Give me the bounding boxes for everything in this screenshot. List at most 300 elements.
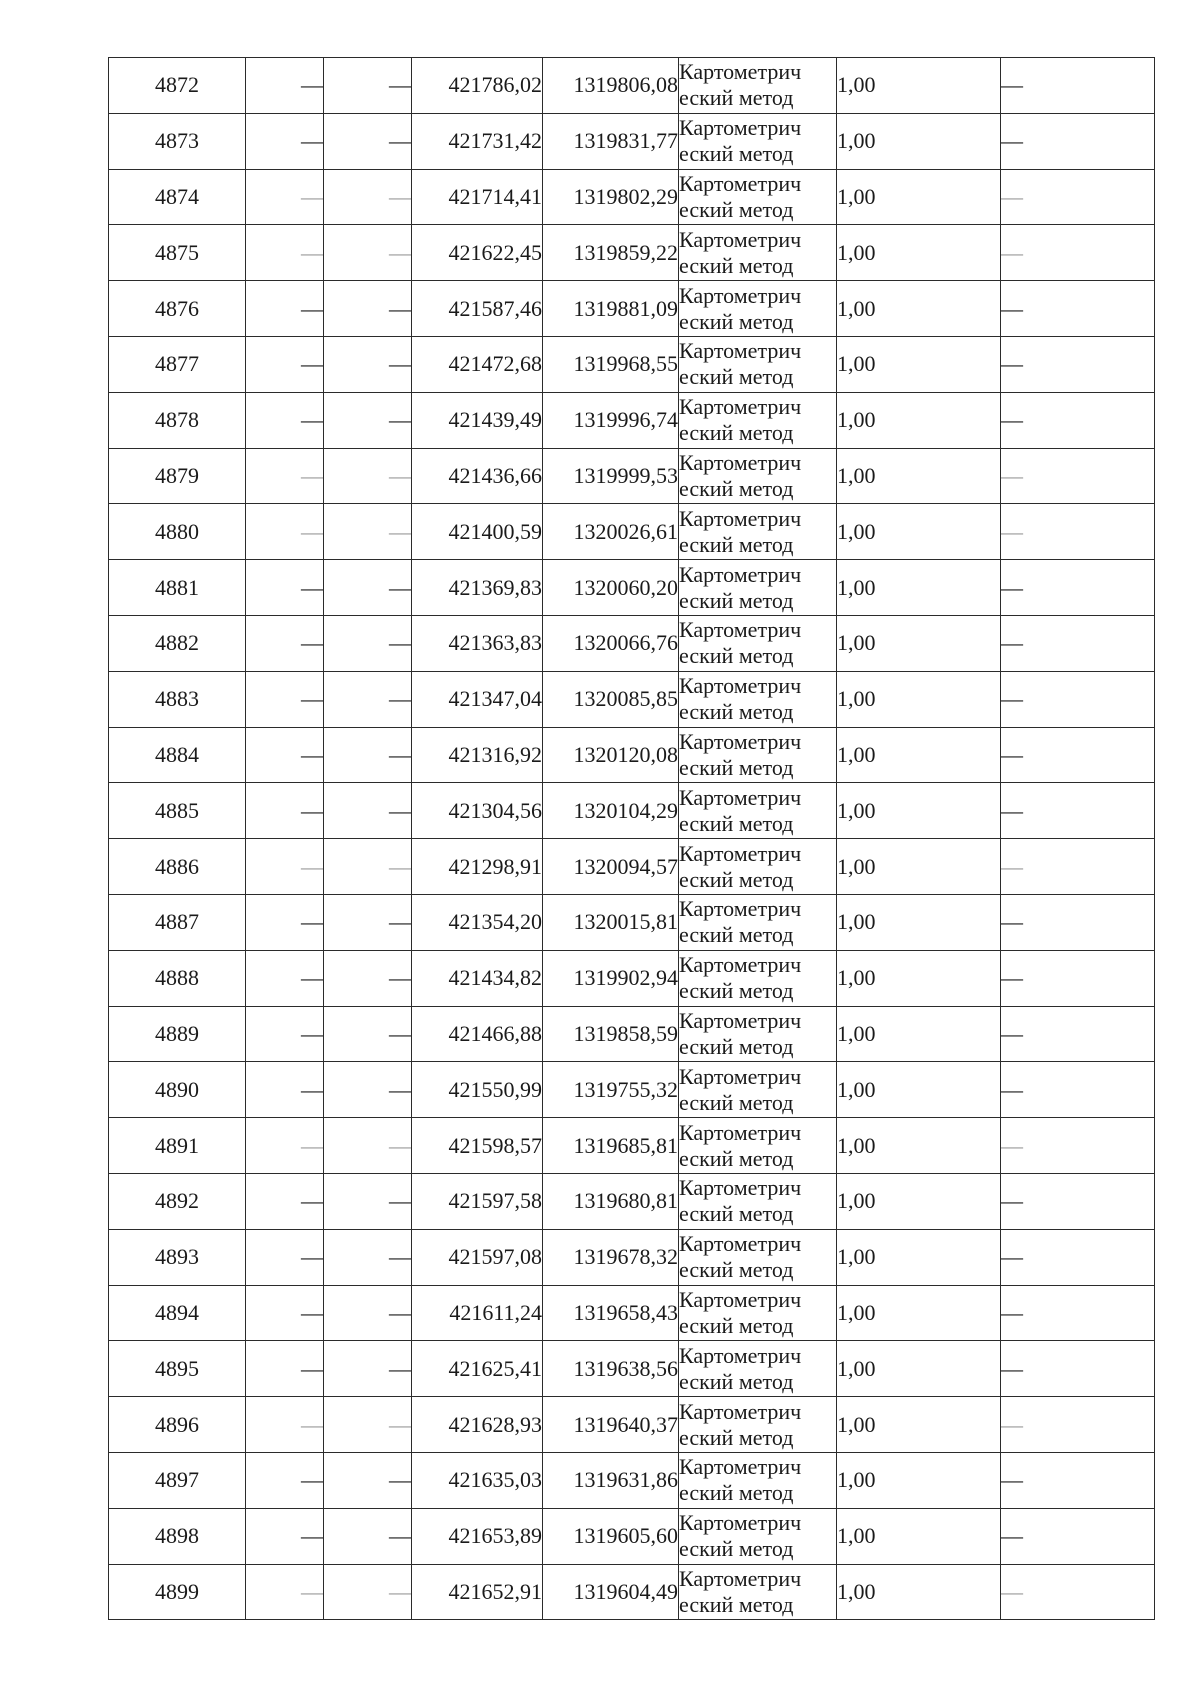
- accuracy-cell: 1,00: [837, 1229, 1001, 1285]
- empty-value-cell: —: [246, 839, 324, 895]
- empty-value-cell: —: [246, 894, 324, 950]
- accuracy-cell: 1,00: [837, 169, 1001, 225]
- description-cell: —: [1001, 1006, 1155, 1062]
- description-cell: —: [1001, 169, 1155, 225]
- method-cell: [679, 113, 837, 169]
- y-coordinate-cell: 1319604,49: [543, 1564, 679, 1620]
- table-row: [109, 448, 1155, 504]
- method-text-line2: еский метод: [679, 1368, 794, 1394]
- y-coordinate-cell: 1320085,85: [543, 671, 679, 727]
- description-cell: —: [1001, 448, 1155, 504]
- method-text-line1: Картометрич: [679, 1119, 802, 1145]
- y-coordinate-cell: 1319658,43: [543, 1285, 679, 1341]
- empty-value-cell: —: [246, 58, 324, 114]
- description-cell: —: [1001, 1452, 1155, 1508]
- method-cell: [679, 1062, 837, 1118]
- y-coordinate-cell: 1320094,57: [543, 839, 679, 895]
- y-coordinate-cell: 1319680,81: [543, 1173, 679, 1229]
- empty-value-cell: —: [246, 783, 324, 839]
- point-number-cell: 4873: [109, 113, 246, 169]
- point-number-cell: 4888: [109, 950, 246, 1006]
- description-cell: —: [1001, 225, 1155, 281]
- method-text-line1: Картометрич: [679, 896, 802, 922]
- empty-value-cell: —: [246, 1508, 324, 1564]
- description-cell: —: [1001, 560, 1155, 616]
- point-number-cell: 4898: [109, 1508, 246, 1564]
- accuracy-cell: 1,00: [837, 58, 1001, 114]
- accuracy-cell: 1,00: [837, 1006, 1001, 1062]
- accuracy-cell: 1,00: [837, 1397, 1001, 1453]
- y-coordinate-cell: 1319755,32: [543, 1062, 679, 1118]
- method-text-line1: Картометрич: [679, 59, 802, 85]
- empty-value-cell: —: [324, 560, 412, 616]
- x-coordinate-cell: 421635,03: [412, 1452, 543, 1508]
- empty-value-cell: —: [324, 58, 412, 114]
- description-cell: —: [1001, 1397, 1155, 1453]
- point-number-cell: 4876: [109, 281, 246, 337]
- x-coordinate-cell: 421304,56: [412, 783, 543, 839]
- method-text-line2: еский метод: [679, 866, 794, 892]
- point-number-cell: 4891: [109, 1118, 246, 1174]
- table-row: [109, 225, 1155, 281]
- table-row: [109, 1229, 1155, 1285]
- point-number-cell: 4894: [109, 1285, 246, 1341]
- x-coordinate-cell: 421466,88: [412, 1006, 543, 1062]
- empty-value-cell: —: [324, 615, 412, 671]
- method-text-line2: еский метод: [679, 141, 794, 167]
- empty-value-cell: —: [246, 1229, 324, 1285]
- x-coordinate-cell: 421550,99: [412, 1062, 543, 1118]
- empty-value-cell: —: [246, 1452, 324, 1508]
- empty-value-cell: —: [246, 1006, 324, 1062]
- method-text-line1: Картометрич: [679, 1510, 802, 1536]
- empty-value-cell: —: [246, 1285, 324, 1341]
- method-cell: [679, 1564, 837, 1620]
- empty-value-cell: —: [324, 1285, 412, 1341]
- empty-value-cell: —: [246, 615, 324, 671]
- x-coordinate-cell: 421434,82: [412, 950, 543, 1006]
- y-coordinate-cell: 1319685,81: [543, 1118, 679, 1174]
- description-cell: —: [1001, 1341, 1155, 1397]
- accuracy-cell: 1,00: [837, 671, 1001, 727]
- y-coordinate-cell: 1319902,94: [543, 950, 679, 1006]
- method-text-line2: еский метод: [679, 252, 794, 278]
- description-cell: —: [1001, 392, 1155, 448]
- empty-value-cell: —: [324, 1062, 412, 1118]
- y-coordinate-cell: 1319806,08: [543, 58, 679, 114]
- method-cell: [679, 1397, 837, 1453]
- accuracy-cell: 1,00: [837, 1173, 1001, 1229]
- y-coordinate-cell: 1319631,86: [543, 1452, 679, 1508]
- y-coordinate-cell: 1320015,81: [543, 894, 679, 950]
- method-text-line2: еский метод: [679, 531, 794, 557]
- x-coordinate-cell: 421786,02: [412, 58, 543, 114]
- point-number-cell: 4875: [109, 225, 246, 281]
- y-coordinate-cell: 1320104,29: [543, 783, 679, 839]
- empty-value-cell: —: [246, 504, 324, 560]
- empty-value-cell: —: [246, 336, 324, 392]
- x-coordinate-cell: 421653,89: [412, 1508, 543, 1564]
- table-row: [109, 1508, 1155, 1564]
- empty-value-cell: —: [324, 169, 412, 225]
- point-number-cell: 4882: [109, 615, 246, 671]
- method-text-line2: еский метод: [679, 1145, 794, 1171]
- method-cell: [679, 1341, 837, 1397]
- y-coordinate-cell: 1320120,08: [543, 727, 679, 783]
- y-coordinate-cell: 1320066,76: [543, 615, 679, 671]
- empty-value-cell: —: [324, 839, 412, 895]
- accuracy-cell: 1,00: [837, 225, 1001, 281]
- coordinates-table: [108, 57, 1155, 1620]
- description-cell: —: [1001, 113, 1155, 169]
- x-coordinate-cell: 421598,57: [412, 1118, 543, 1174]
- empty-value-cell: —: [246, 448, 324, 504]
- description-cell: —: [1001, 1285, 1155, 1341]
- x-coordinate-cell: 421731,42: [412, 113, 543, 169]
- y-coordinate-cell: 1319831,77: [543, 113, 679, 169]
- y-coordinate-cell: 1319640,37: [543, 1397, 679, 1453]
- point-number-cell: 4899: [109, 1564, 246, 1620]
- method-text-line2: еский метод: [679, 643, 794, 669]
- empty-value-cell: —: [324, 1006, 412, 1062]
- method-text-line2: еский метод: [679, 364, 794, 390]
- empty-value-cell: —: [246, 281, 324, 337]
- method-text-line2: еский метод: [679, 1257, 794, 1283]
- accuracy-cell: 1,00: [837, 950, 1001, 1006]
- method-cell: [679, 1006, 837, 1062]
- x-coordinate-cell: 421363,83: [412, 615, 543, 671]
- table-row: [109, 615, 1155, 671]
- x-coordinate-cell: 421347,04: [412, 671, 543, 727]
- x-coordinate-cell: 421472,68: [412, 336, 543, 392]
- description-cell: —: [1001, 1062, 1155, 1118]
- empty-value-cell: —: [324, 1508, 412, 1564]
- point-number-cell: 4897: [109, 1452, 246, 1508]
- description-cell: —: [1001, 783, 1155, 839]
- table-row: [109, 560, 1155, 616]
- empty-value-cell: —: [324, 1397, 412, 1453]
- description-cell: —: [1001, 58, 1155, 114]
- method-cell: [679, 894, 837, 950]
- method-text-line1: Картометрич: [679, 505, 802, 531]
- accuracy-cell: 1,00: [837, 448, 1001, 504]
- method-text-line2: еский метод: [679, 754, 794, 780]
- empty-value-cell: —: [324, 1452, 412, 1508]
- method-text-line1: Картометрич: [679, 728, 802, 754]
- accuracy-cell: 1,00: [837, 1062, 1001, 1118]
- y-coordinate-cell: 1319996,74: [543, 392, 679, 448]
- method-text-line1: Картометрич: [679, 170, 802, 196]
- method-text-line2: еский метод: [679, 1033, 794, 1059]
- point-number-cell: 4890: [109, 1062, 246, 1118]
- y-coordinate-cell: 1319999,53: [543, 448, 679, 504]
- x-coordinate-cell: 421628,93: [412, 1397, 543, 1453]
- table-row: [109, 392, 1155, 448]
- point-number-cell: 4884: [109, 727, 246, 783]
- y-coordinate-cell: 1319678,32: [543, 1229, 679, 1285]
- method-cell: [679, 1285, 837, 1341]
- empty-value-cell: —: [246, 560, 324, 616]
- empty-value-cell: —: [324, 225, 412, 281]
- empty-value-cell: —: [324, 448, 412, 504]
- x-coordinate-cell: 421714,41: [412, 169, 543, 225]
- method-text-line1: Картометрич: [679, 449, 802, 475]
- point-number-cell: 4883: [109, 671, 246, 727]
- method-cell: [679, 839, 837, 895]
- empty-value-cell: —: [324, 1229, 412, 1285]
- x-coordinate-cell: 421400,59: [412, 504, 543, 560]
- table-row: [109, 1285, 1155, 1341]
- method-text-line2: еский метод: [679, 1089, 794, 1115]
- empty-value-cell: —: [246, 113, 324, 169]
- table-row: [109, 1452, 1155, 1508]
- empty-value-cell: —: [324, 392, 412, 448]
- point-number-cell: 4872: [109, 58, 246, 114]
- method-text-line1: Картометрич: [679, 1565, 802, 1591]
- empty-value-cell: —: [324, 894, 412, 950]
- table-row: [109, 727, 1155, 783]
- empty-value-cell: —: [324, 336, 412, 392]
- table-row: [109, 1118, 1155, 1174]
- method-text-line1: Картометрич: [679, 840, 802, 866]
- point-number-cell: 4877: [109, 336, 246, 392]
- point-number-cell: 4881: [109, 560, 246, 616]
- method-text-line2: еский метод: [679, 1536, 794, 1562]
- table-row: [109, 336, 1155, 392]
- method-text-line1: Картометрич: [679, 1454, 802, 1480]
- empty-value-cell: —: [246, 225, 324, 281]
- method-text-line1: Картометрич: [679, 1342, 802, 1368]
- point-number-cell: 4885: [109, 783, 246, 839]
- method-cell: [679, 225, 837, 281]
- y-coordinate-cell: 1320026,61: [543, 504, 679, 560]
- accuracy-cell: 1,00: [837, 1564, 1001, 1620]
- method-text-line1: Картометрич: [679, 338, 802, 364]
- empty-value-cell: —: [324, 281, 412, 337]
- method-text-line1: Картометрич: [679, 1398, 802, 1424]
- description-cell: —: [1001, 504, 1155, 560]
- x-coordinate-cell: 421369,83: [412, 560, 543, 616]
- empty-value-cell: —: [324, 1341, 412, 1397]
- x-coordinate-cell: 421597,08: [412, 1229, 543, 1285]
- y-coordinate-cell: 1319802,29: [543, 169, 679, 225]
- x-coordinate-cell: 421436,66: [412, 448, 543, 504]
- method-text-line2: еский метод: [679, 1591, 794, 1617]
- point-number-cell: 4887: [109, 894, 246, 950]
- empty-value-cell: —: [246, 1118, 324, 1174]
- table-row: [109, 950, 1155, 1006]
- method-cell: [679, 615, 837, 671]
- method-cell: [679, 1508, 837, 1564]
- accuracy-cell: 1,00: [837, 1341, 1001, 1397]
- point-number-cell: 4889: [109, 1006, 246, 1062]
- accuracy-cell: 1,00: [837, 783, 1001, 839]
- method-text-line2: еский метод: [679, 978, 794, 1004]
- empty-value-cell: —: [324, 783, 412, 839]
- empty-value-cell: —: [246, 727, 324, 783]
- empty-value-cell: —: [246, 1341, 324, 1397]
- x-coordinate-cell: 421298,91: [412, 839, 543, 895]
- empty-value-cell: —: [246, 1173, 324, 1229]
- table-row: [109, 58, 1155, 114]
- empty-value-cell: —: [324, 950, 412, 1006]
- method-text-line1: Картометрич: [679, 1063, 802, 1089]
- method-cell: [679, 1173, 837, 1229]
- method-text-line1: Картометрич: [679, 1286, 802, 1312]
- method-cell: [679, 504, 837, 560]
- table-row: [109, 1173, 1155, 1229]
- method-text-line2: еский метод: [679, 1312, 794, 1338]
- method-text-line2: еский метод: [679, 420, 794, 446]
- table-row: [109, 113, 1155, 169]
- method-text-line1: Картометрич: [679, 1231, 802, 1257]
- x-coordinate-cell: 421652,91: [412, 1564, 543, 1620]
- x-coordinate-cell: 421354,20: [412, 894, 543, 950]
- method-text-line2: еский метод: [679, 196, 794, 222]
- accuracy-cell: 1,00: [837, 504, 1001, 560]
- table-row: [109, 1564, 1155, 1620]
- method-text-line2: еский метод: [679, 699, 794, 725]
- accuracy-cell: 1,00: [837, 839, 1001, 895]
- method-cell: [679, 560, 837, 616]
- x-coordinate-cell: 421316,92: [412, 727, 543, 783]
- empty-value-cell: —: [246, 392, 324, 448]
- method-text-line1: Картометрич: [679, 115, 802, 141]
- empty-value-cell: —: [246, 950, 324, 1006]
- empty-value-cell: —: [246, 671, 324, 727]
- table-row: [109, 783, 1155, 839]
- method-cell: [679, 1118, 837, 1174]
- table-row: [109, 1062, 1155, 1118]
- y-coordinate-cell: 1319881,09: [543, 281, 679, 337]
- method-cell: [679, 336, 837, 392]
- table-row: [109, 169, 1155, 225]
- accuracy-cell: 1,00: [837, 727, 1001, 783]
- x-coordinate-cell: 421597,58: [412, 1173, 543, 1229]
- table-body: [109, 58, 1155, 1620]
- accuracy-cell: 1,00: [837, 560, 1001, 616]
- description-cell: —: [1001, 839, 1155, 895]
- method-cell: [679, 1229, 837, 1285]
- method-cell: [679, 1452, 837, 1508]
- y-coordinate-cell: 1319859,22: [543, 225, 679, 281]
- x-coordinate-cell: 421625,41: [412, 1341, 543, 1397]
- description-cell: —: [1001, 1229, 1155, 1285]
- method-cell: [679, 448, 837, 504]
- method-cell: [679, 727, 837, 783]
- method-text-line1: Картометрич: [679, 784, 802, 810]
- empty-value-cell: —: [324, 671, 412, 727]
- table-row: [109, 1341, 1155, 1397]
- point-number-cell: 4874: [109, 169, 246, 225]
- method-cell: [679, 58, 837, 114]
- method-cell: [679, 783, 837, 839]
- point-number-cell: 4893: [109, 1229, 246, 1285]
- empty-value-cell: —: [324, 113, 412, 169]
- method-cell: [679, 392, 837, 448]
- table-row: [109, 894, 1155, 950]
- description-cell: —: [1001, 1564, 1155, 1620]
- point-number-cell: 4892: [109, 1173, 246, 1229]
- empty-value-cell: —: [246, 1564, 324, 1620]
- x-coordinate-cell: 421611,24: [412, 1285, 543, 1341]
- method-cell: [679, 169, 837, 225]
- empty-value-cell: —: [324, 504, 412, 560]
- description-cell: —: [1001, 950, 1155, 1006]
- method-text-line2: еский метод: [679, 1480, 794, 1506]
- accuracy-cell: 1,00: [837, 113, 1001, 169]
- point-number-cell: 4895: [109, 1341, 246, 1397]
- empty-value-cell: —: [246, 1397, 324, 1453]
- x-coordinate-cell: 421587,46: [412, 281, 543, 337]
- point-number-cell: 4878: [109, 392, 246, 448]
- accuracy-cell: 1,00: [837, 615, 1001, 671]
- method-text-line2: еский метод: [679, 85, 794, 111]
- description-cell: —: [1001, 727, 1155, 783]
- description-cell: —: [1001, 281, 1155, 337]
- table-row: [109, 839, 1155, 895]
- method-text-line2: еский метод: [679, 1201, 794, 1227]
- accuracy-cell: 1,00: [837, 1118, 1001, 1174]
- method-text-line1: Картометрич: [679, 673, 802, 699]
- description-cell: —: [1001, 1508, 1155, 1564]
- table-row: [109, 1006, 1155, 1062]
- method-text-line1: Картометрич: [679, 394, 802, 420]
- method-text-line2: еский метод: [679, 475, 794, 501]
- method-text-line1: Картометрич: [679, 1175, 802, 1201]
- method-text-line2: еский метод: [679, 308, 794, 334]
- y-coordinate-cell: 1320060,20: [543, 560, 679, 616]
- accuracy-cell: 1,00: [837, 281, 1001, 337]
- empty-value-cell: —: [246, 169, 324, 225]
- description-cell: —: [1001, 615, 1155, 671]
- point-number-cell: 4886: [109, 839, 246, 895]
- y-coordinate-cell: 1319968,55: [543, 336, 679, 392]
- description-cell: —: [1001, 671, 1155, 727]
- empty-value-cell: —: [324, 1173, 412, 1229]
- method-text-line1: Картометрич: [679, 561, 802, 587]
- method-text-line1: Картометрич: [679, 952, 802, 978]
- method-text-line2: еский метод: [679, 922, 794, 948]
- method-text-line1: Картометрич: [679, 282, 802, 308]
- y-coordinate-cell: 1319638,56: [543, 1341, 679, 1397]
- accuracy-cell: 1,00: [837, 392, 1001, 448]
- method-text-line1: Картометрич: [679, 226, 802, 252]
- table-row: [109, 671, 1155, 727]
- accuracy-cell: 1,00: [837, 1508, 1001, 1564]
- method-cell: [679, 281, 837, 337]
- method-text-line2: еский метод: [679, 810, 794, 836]
- point-number-cell: 4896: [109, 1397, 246, 1453]
- table-row: [109, 504, 1155, 560]
- x-coordinate-cell: 421622,45: [412, 225, 543, 281]
- method-text-line2: еский метод: [679, 1424, 794, 1450]
- empty-value-cell: —: [324, 1118, 412, 1174]
- method-cell: [679, 671, 837, 727]
- point-number-cell: 4879: [109, 448, 246, 504]
- method-cell: [679, 950, 837, 1006]
- x-coordinate-cell: 421439,49: [412, 392, 543, 448]
- empty-value-cell: —: [324, 727, 412, 783]
- method-text-line1: Картометрич: [679, 617, 802, 643]
- accuracy-cell: 1,00: [837, 336, 1001, 392]
- description-cell: —: [1001, 1173, 1155, 1229]
- method-text-line1: Картометрич: [679, 1007, 802, 1033]
- description-cell: —: [1001, 1118, 1155, 1174]
- description-cell: —: [1001, 894, 1155, 950]
- y-coordinate-cell: 1319605,60: [543, 1508, 679, 1564]
- table-row: [109, 1397, 1155, 1453]
